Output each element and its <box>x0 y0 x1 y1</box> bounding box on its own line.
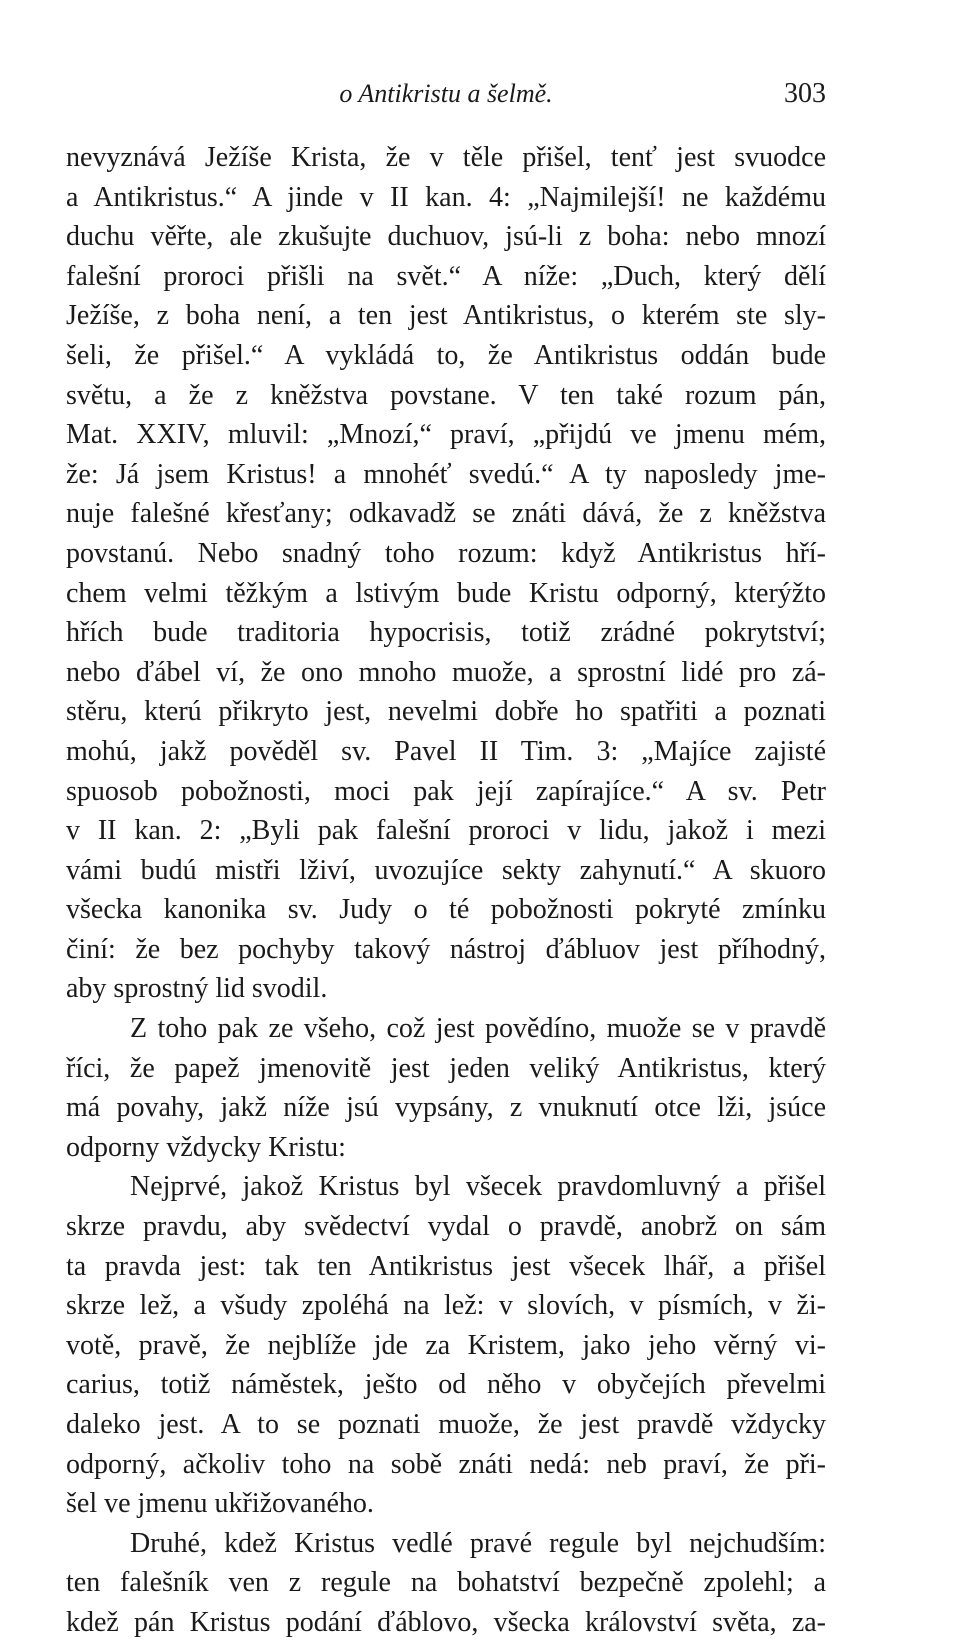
body-text <box>66 138 826 1643</box>
text-line: Druhé, kdež Kristus vedlé pravé regule byl nejchudším: <box>130 1527 826 1559</box>
text-line: ta pravda jest: tak ten Antikristus jest všecek lhář, a přišel <box>66 1250 826 1282</box>
text-line: skrze pravdu, aby svědectví vydal o pravdě, anobrž on sám <box>66 1211 826 1243</box>
text-line: duchu věřte, ale zkušujte duchuov, jsú-li z boha: nebo mnozí <box>66 221 826 253</box>
text-line: v II kan. 2: „Byli pak falešní proroci v lidu, jakož i mezi <box>66 815 826 847</box>
text-line: aby sprostný lid svodil. <box>66 973 328 1005</box>
text-line: skrze lež, a všudy zpoléhá na lež: v slovích, v písmích, v ži- <box>66 1290 826 1322</box>
text-line: Ježíše, z boha není, a ten jest Antikristus, o kterém ste sly- <box>66 300 826 332</box>
text-line: votě, pravě, že nejblíže jde za Kristem, jako jeho věrný vi- <box>66 1329 826 1361</box>
text-line: činí: že bez pochyby takový nástroj ďábluov jest příhodný, <box>66 933 826 965</box>
text-line: Mat. XXIV, mluvil: „Mnozí,“ praví, „přijdú ve jmenu mém, <box>66 419 826 451</box>
text-line: vámi budú mistři lživí, uvozujíce sekty zahynutí.“ A skuoro <box>66 854 826 886</box>
running-head: o Antikristu a šelmě. <box>339 79 553 108</box>
text-line: a Antikristus.“ A jinde v II kan. 4: „Najmilejší! ne každému <box>66 181 826 213</box>
text-line: světu, a že z kněžstva povstane. V ten také rozum pán, <box>66 379 826 411</box>
text-line: šel ve jmenu ukřižovaného. <box>66 1488 374 1520</box>
text-line: odporny vždycky Kristu: <box>66 1131 346 1163</box>
text-line: má povahy, jakž níže jsú vypsány, z vnuknutí otce lži, jsúce <box>66 1092 826 1124</box>
text-line: hřích bude traditoria hypocrisis, totiž zrádné pokrytství; <box>66 617 826 649</box>
text-line: chem velmi těžkým a lstivým bude Kristu odporný, kterýžto <box>66 577 826 609</box>
text-line: spuosob pobožnosti, moci pak její zapírajíce.“ A sv. Petr <box>66 775 826 807</box>
text-line: Z toho pak ze všeho, což jest povědíno, muože se v pravdě <box>130 1013 826 1045</box>
text-line: stěru, kterú přikryto jest, nevelmi dobře ho spatřiti a poznati <box>66 696 826 728</box>
text-line: falešní proroci přišli na svět.“ A níže: „Duch, který dělí <box>66 260 826 292</box>
page-header <box>66 74 826 114</box>
text-line: všecka kanonika sv. Judy o té pobožnosti pokryté zmínku <box>66 894 826 926</box>
text-line: kdež pán Kristus podání ďáblovo, všecka království světa, za- <box>66 1606 826 1638</box>
text-line: odporný, ačkoliv toho na sobě znáti nedá: neb praví, že při- <box>66 1448 826 1480</box>
text-line: povstanú. Nebo snadný toho rozum: když Antikristus hří- <box>66 537 826 569</box>
text-line: ten falešník ven z regule na bohatství bezpečně zpolehl; a <box>66 1567 826 1599</box>
page-number: 303 <box>784 78 826 109</box>
text-line: mohú, jakž pověděl sv. Pavel II Tim. 3: „Majíce zajisté <box>66 735 826 767</box>
text-line: carius, totiž náměstek, ješto od něho v obyčejích převelmi <box>66 1369 826 1401</box>
text-line: nevyznává Ježíše Krista, že v těle přišel, tenť jest svuodce <box>66 142 826 173</box>
text-line: že: Já jsem Kristus! a mnohéť svedú.“ A ty naposledy jme- <box>66 458 826 490</box>
text-line: nebo ďábel ví, že ono mnoho muože, a sprostní lidé pro zá- <box>66 656 826 688</box>
text-line: říci, že papež jmenovitě jest jeden veliký Antikristus, který <box>66 1052 826 1084</box>
text-line: daleko jest. A to se poznati muože, že jest pravdě vždycky <box>66 1409 826 1440</box>
text-line: šeli, že přišel.“ A vykládá to, že Antikristus oddán bude <box>66 339 826 371</box>
text-line: nuje falešné křesťany; odkavadž se znáti dává, že z kněžstva <box>66 498 826 530</box>
text-line: Nejprvé, jakož Kristus byl všecek pravdomluvný a přišel <box>130 1171 826 1203</box>
